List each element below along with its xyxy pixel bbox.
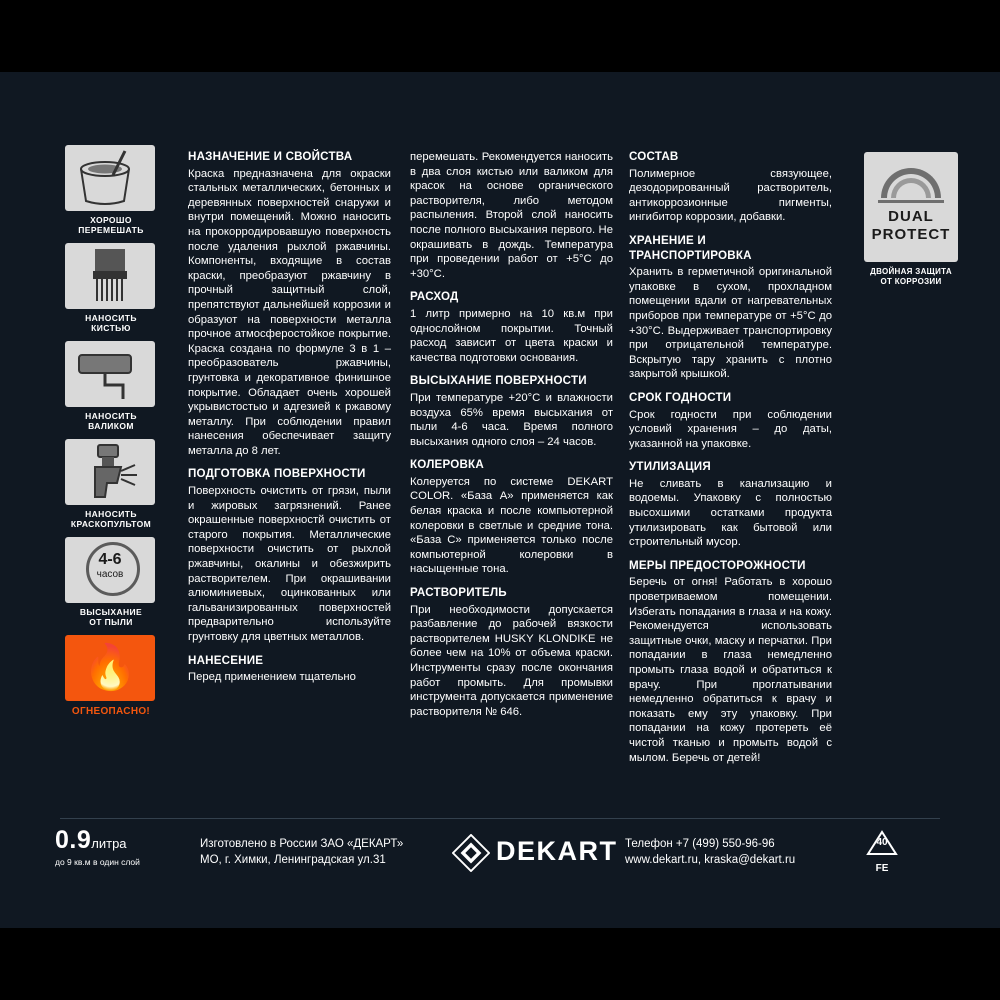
bucket-stir-glyph: [65, 145, 155, 211]
volume-block: [55, 826, 185, 867]
section-body-application-start: Перед применением тщательно: [188, 671, 356, 684]
section-body-solvent: При необходимости допускается разбавление до рабочей вязкости растворителем HUSKY KLONDIKE не более чем на 10% от объема краски. Инструменты сразу после окончания работ промыть. Для промывки инструмента допускается применение растворителя № 646.: [410, 603, 613, 718]
icon-caption-flammable: ОГНЕОПАСНО!: [71, 706, 151, 717]
icon-block-flammable: [65, 635, 157, 717]
section-body-tinting: Колеруется по системе DEKART COLOR. «База А» применяется как белая краска и после компьютерной колеровки в светлые и средние тона. «База С» применяется только после компьютерной колеровки в насыщенные тона.: [410, 475, 613, 576]
section-body-consumption: 1 литр примерно на 10 кв.м при однослойном покрытии. Точный расход зависит от цвета краски и качества подготовки основания.: [410, 307, 613, 364]
clock-text: 4-6 часов: [96, 551, 124, 580]
icon-caption-roller: НАНОСИТЬ ВАЛИКОМ: [85, 411, 137, 431]
text-column-2: [410, 150, 613, 719]
section-heading-tinting: КОЛЕРОВКА: [410, 458, 484, 472]
volume-value: 0.9: [55, 826, 92, 854]
badge-title-line1: DUAL: [888, 208, 934, 225]
drying-time-icon: [65, 537, 155, 603]
icon-caption-spray: НАНОСИТЬ КРАСКОПУЛЬТОМ: [70, 509, 152, 529]
section-body-precautions: Беречь от огня! Работать в хорошо проветриваемом помещении. Избегать попадания в глаза и на кожу. Рекомендуется использовать защитные очки, маску и перчатки. При попадании в глаза немедленно промыть глаза водой и обратиться к врачу. При проглатывании немедленно обратиться к врачу и показать ему эту упаковку. При попадании на кожу протереть её чистой тканью и промыть водой с мылом. Беречь от детей!: [629, 576, 832, 764]
section-body-shelf-life: Срок годности при соблюдении условий хранения – до даты, указанной на упаковке.: [629, 408, 832, 450]
icon-block-stir: [65, 145, 157, 235]
section-heading-application: НАНЕСЕНИЕ: [188, 653, 264, 667]
pictogram-column: [65, 145, 157, 725]
section-heading-solvent: РАСТВОРИТЕЛЬ: [410, 586, 507, 600]
section-body-storage: Хранить в герметичной оригинальной упаковке в сухом, прохладном помещении вдали от нагревательных приборов при температуре от +5°С до +30°С. Выдерживает транспортировку при отрицательной температуре. Вскрытую тару хранить с плотно закрытой крышкой.: [629, 266, 832, 381]
flammable-icon: [65, 635, 155, 701]
section-body-drying: При температуре +20°С и влажности воздуха 65% время высыхания от пыли 4-6 часа. Время полного высыхания одного слоя – 24 часов.: [410, 391, 613, 448]
section-body-disposal: Не сливать в канализацию и водоемы. Упаковку с полностью высохшими остатками продукта утилизировать как бытовой или строительный мусор.: [629, 477, 832, 549]
icon-block-brush: [65, 243, 157, 333]
section-heading-precautions: МЕРЫ ПРЕДОСТОРОЖНОСТИ: [629, 558, 806, 572]
section-body-composition: Полимерное связующее, дезодорированный растворитель, антикоррозионные пигменты, ингибитор коррозии, добавки.: [629, 167, 832, 224]
section-heading-disposal: УТИЛИЗАЦИЯ: [629, 460, 711, 474]
manufacturer-line1: Изготовлено в России ЗАО «ДЕКАРТ»: [200, 838, 404, 850]
badge-base-line: [878, 200, 944, 203]
spray-gun-icon: [65, 439, 155, 505]
footer-divider: [60, 818, 940, 819]
section-body-purpose: Краска предназначена для окраски стальных металлических, бетонных и деревянных поверхностей снаружи и внутри помещений. Можно наносить на прокорродировавшую поверхность после удаления рыхлой ржавчины. Компоненты, входящие в состав краски, преобразуют ржавчину в прочный защитный слой, препятствуют дальнейшей коррозии и образуют на поверхности металла прочное атмосферостойкое покрытие. Краска создана по формуле 3 в 1 – преобразователь ржавчины, грунтовка и декоративное финишное покрытие. Обладает очень хорошей укрывистостью и адгезией к ржавому металлу. При соблюдении правил нанесения обеспечивает защиту металла до 8 лет.: [188, 167, 391, 457]
coverage-note: до 9 кв.м в один слой: [55, 857, 140, 867]
brush-icon: [65, 243, 155, 309]
section-body-application-cont: перемешать. Рекомендуется наносить в два слоя кистью или валиком для красок на основе органического растворителя, либо методом распыления. Второй слой наносить после полного высыхания первого. Не окрашивать в дождь. Температура при проведении работ от +5°С до +30°С.: [410, 151, 613, 280]
recycle-mark: [855, 828, 909, 874]
section-heading-purpose: НАЗНАЧЕНИЕ И СВОЙСТВА: [188, 150, 353, 163]
section-heading-storage: ХРАНЕНИЕ И ТРАНСПОРТИРОВКА: [629, 233, 752, 262]
flame-glyph: 🔥: [82, 643, 138, 692]
brush-glyph: [65, 243, 155, 309]
bucket-stir-icon: [65, 145, 155, 211]
icon-caption-brush: НАНОСИТЬ КИСТЬЮ: [85, 313, 137, 333]
dekart-logo-icon: [452, 834, 490, 872]
roller-icon: [65, 341, 155, 407]
dual-protect-badge: [864, 152, 958, 262]
text-column-3: [629, 150, 832, 765]
website-email-text: www.dekart.ru, kraska@dekart.ru: [625, 854, 796, 866]
icon-block-roller: [65, 341, 157, 431]
brand-logo: [452, 832, 618, 874]
brand-name: DEKART: [496, 836, 618, 866]
badge-caption: ДВОЙНАЯ ЗАЩИТА ОТ КОРРОЗИИ: [870, 267, 952, 286]
recycle-number: 40: [876, 837, 888, 848]
badge-title-line2: PROTECT: [871, 226, 951, 243]
phone-text: Телефон +7 (499) 550-96-96: [625, 838, 775, 850]
volume-unit: литра: [91, 836, 127, 851]
roller-glyph: [65, 341, 155, 407]
recycle-material: FE: [875, 863, 889, 874]
section-heading-surface-prep: ПОДГОТОВКА ПОВЕРХНОСТИ: [188, 467, 366, 481]
icon-caption-drying: ВЫСЫХАНИЕ ОТ ПЫЛИ: [79, 607, 143, 627]
section-heading-drying: ВЫСЫХАНИЕ ПОВЕРХНОСТИ: [410, 374, 587, 388]
contact-info: [625, 836, 795, 868]
section-heading-shelf-life: СРОК ГОДНОСТИ: [629, 390, 732, 404]
manufacturer-line2: МО, г. Химки, Ленинградская ул.31: [200, 854, 386, 866]
section-heading-consumption: РАСХОД: [410, 290, 459, 304]
manufacturer-info: [200, 836, 450, 868]
icon-block-drying: [65, 537, 157, 627]
icon-caption-stir: ХОРОШО ПЕРЕМЕШАТЬ: [78, 215, 144, 235]
recycle-triangle: [860, 828, 904, 862]
icon-block-spray: [65, 439, 157, 529]
spray-gun-glyph: [65, 439, 155, 505]
section-heading-composition: СОСТАВ: [629, 150, 679, 163]
section-body-surface-prep: Поверхность очистить от грязи, пыли и жировых загрязнений. Ранее окрашенные поверхностй очистить от старого покрытия. Металлические поверхности очистить от рыхлой ржавчины, окалины и обезжирить растворителем. При окрашивании алюминиевых, оцинкованных или гальванизированных поверхностей предварительно использyйте грунтовку для цветных металлов.: [188, 485, 391, 643]
text-column-1: [188, 150, 391, 685]
